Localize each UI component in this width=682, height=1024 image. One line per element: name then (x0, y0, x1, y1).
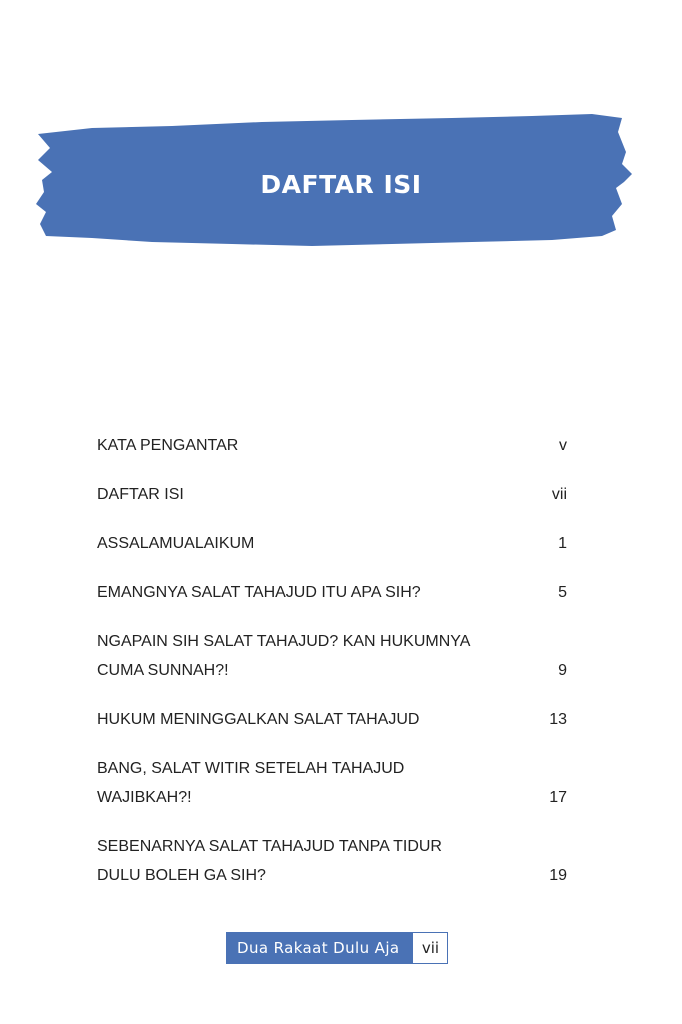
toc-entry[interactable] (97, 529, 567, 558)
toc-entry-title: BANG, SALAT WITIR SETELAH TAHAJUD WAJIBKAH?! (97, 760, 405, 806)
toc-entry[interactable] (97, 480, 567, 509)
toc-entry[interactable] (97, 705, 567, 734)
toc-entry[interactable] (97, 832, 567, 890)
table-of-contents (97, 431, 567, 910)
page-footer (226, 932, 448, 964)
toc-entry-page: 19 (549, 867, 567, 884)
toc-entry-title: HUKUM MENINGGALKAN SALAT TAHAJUD (97, 711, 420, 728)
toc-entry[interactable] (97, 431, 567, 460)
toc-entry-page: 1 (558, 535, 567, 552)
footer-book-title: Dua Rakaat Dulu Aja (227, 933, 413, 963)
toc-entry-title: ASSALAMUALAIKUM (97, 535, 255, 552)
toc-entry-page: 17 (549, 789, 567, 806)
footer-page-number: vii (413, 933, 447, 963)
toc-entry-page: 13 (549, 711, 567, 728)
toc-entry[interactable] (97, 627, 567, 685)
toc-entry-title: KATA PENGANTAR (97, 437, 239, 454)
toc-entry[interactable] (97, 754, 567, 812)
toc-entry-page: 5 (558, 584, 567, 601)
toc-entry-title: SEBENARNYA SALAT TAHAJUD TANPA TIDUR DULU BOLEH GA SIH? (97, 838, 442, 884)
toc-entry-page: v (559, 437, 567, 454)
toc-entry[interactable] (97, 578, 567, 607)
toc-entry-title: EMANGNYA SALAT TAHAJUD ITU APA SIH? (97, 584, 421, 601)
page-title: DAFTAR ISI (260, 170, 422, 199)
toc-entry-title: NGAPAIN SIH SALAT TAHAJUD? KAN HUKUMNYA CUMA SUNNAH?! (97, 633, 470, 679)
toc-entry-page: vii (551, 486, 567, 503)
toc-entry-page: 9 (558, 662, 567, 679)
toc-entry-title: DAFTAR ISI (97, 486, 184, 503)
